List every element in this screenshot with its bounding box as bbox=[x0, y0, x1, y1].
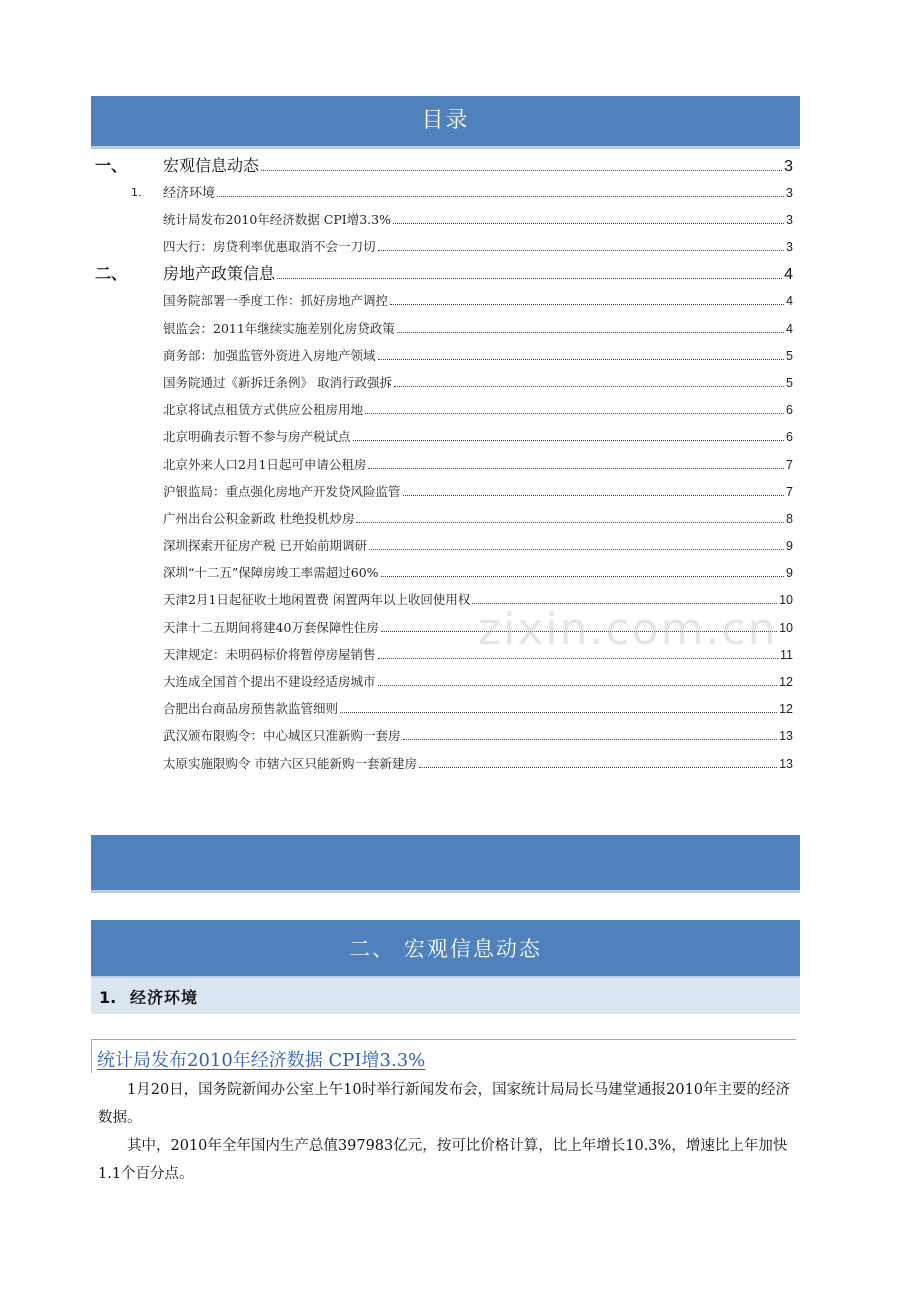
toc-entry[interactable] bbox=[91, 233, 793, 260]
toc-entry-label: 天津规定：未明码标价将暂停房屋销售 bbox=[163, 646, 376, 662]
toc-entry-page: 5 bbox=[786, 375, 793, 390]
toc-entry[interactable] bbox=[91, 750, 793, 777]
toc-entry-label: 天津2月1日起征收土地闲置费 闲置两年以上收回使用权 bbox=[163, 592, 471, 608]
toc-entry-page: 9 bbox=[786, 566, 793, 581]
toc-entry-label: 国务院通过《新拆迁条例》 取消行政强拆 bbox=[163, 374, 392, 390]
subsection-heading bbox=[91, 978, 800, 1014]
toc-entry-page: 7 bbox=[786, 484, 793, 499]
toc-entry[interactable] bbox=[91, 315, 793, 342]
article-body bbox=[98, 1076, 798, 1188]
toc-entry[interactable] bbox=[91, 532, 793, 559]
article-title-link[interactable]: 统计局发布2010年经济数据 CPI增3.3% bbox=[97, 1050, 426, 1071]
toc-entry-label: 统计局发布2010年经济数据 CPI增3.3% bbox=[163, 212, 391, 227]
toc-dot-leader bbox=[394, 386, 784, 387]
toc-entry-page: 12 bbox=[779, 675, 793, 689]
table-of-contents bbox=[91, 152, 793, 777]
toc-entry-page: 3 bbox=[784, 158, 793, 175]
toc-entry[interactable] bbox=[91, 152, 793, 179]
toc-entry-label: 北京明确表示暂不参与房产税试点 bbox=[163, 429, 351, 445]
toc-entry-label: 合肥出台商品房预售款监管细则 bbox=[163, 701, 339, 717]
toc-entry-page: 8 bbox=[786, 511, 793, 526]
toc-dot-leader bbox=[356, 522, 784, 523]
toc-entry[interactable] bbox=[91, 206, 793, 233]
toc-entry[interactable] bbox=[91, 342, 793, 369]
toc-entry-label: 武汉颁布限购令：中心城区只准新购一套房 bbox=[163, 728, 401, 744]
toc-entry-page: 5 bbox=[786, 348, 793, 363]
article-title-box bbox=[91, 1039, 796, 1073]
toc-entry[interactable] bbox=[91, 478, 793, 505]
article-paragraph: 1月20日，国务院新闻办公室上午10时举行新闻发布会，国家统计局局长马建堂通报2010年主要的经济数据。 bbox=[98, 1082, 791, 1126]
toc-dot-leader bbox=[217, 196, 784, 197]
toc-dot-leader bbox=[378, 250, 785, 251]
toc-dot-leader bbox=[390, 304, 784, 305]
toc-entry[interactable] bbox=[91, 614, 793, 641]
toc-dot-leader bbox=[381, 631, 777, 632]
toc-entry-label: 银监会：2011年继续实施差别化房贷政策 bbox=[163, 320, 395, 336]
toc-entry-page: 4 bbox=[786, 294, 793, 309]
toc-entry-page: 6 bbox=[786, 430, 793, 445]
subsection-number: 1. bbox=[99, 988, 117, 1007]
toc-dot-leader bbox=[369, 549, 784, 550]
toc-dot-leader bbox=[353, 440, 785, 441]
toc-entry-label: 北京外来人口2月1日起可申请公租房 bbox=[163, 456, 367, 472]
toc-dot-leader bbox=[277, 278, 782, 279]
toc-entry[interactable] bbox=[91, 641, 793, 668]
toc-entry-page: 3 bbox=[785, 185, 793, 200]
toc-entry-page: 7 bbox=[786, 457, 793, 472]
toc-entry-page: 6 bbox=[786, 403, 793, 418]
toc-entry-label: 深圳“十二五”保障房竣工率需超过60% bbox=[163, 565, 379, 581]
toc-entry-page: 3 bbox=[786, 240, 793, 255]
toc-dot-leader bbox=[393, 223, 784, 224]
toc-entry-label: 太原实施限购令 市辖六区只能新购一套新建房 bbox=[163, 755, 417, 771]
toc-entry[interactable] bbox=[91, 559, 793, 586]
toc-entry-page: 9 bbox=[786, 539, 793, 554]
blank-banner bbox=[91, 835, 800, 893]
toc-entry-label: 宏观信息动态 bbox=[163, 156, 260, 175]
toc-dot-leader bbox=[368, 468, 784, 469]
toc-entry[interactable] bbox=[91, 396, 793, 423]
toc-dot-leader bbox=[365, 413, 784, 414]
toc-entry-label: 北京将试点租赁方式供应公租房用地 bbox=[163, 402, 364, 418]
toc-entry[interactable] bbox=[91, 695, 793, 722]
subsection-label: 经济环境 bbox=[130, 988, 199, 1007]
toc-entry-label: 国务院部署一季度工作：抓好房地产调控 bbox=[163, 293, 389, 309]
toc-entry-label: 经济环境 bbox=[163, 186, 216, 201]
toc-dot-leader bbox=[378, 658, 779, 659]
toc-entry-page: 10 bbox=[779, 593, 793, 608]
toc-entry-label: 天津十二五期间将建40万套保障性住房 bbox=[163, 619, 379, 635]
toc-entry-number: 一、 bbox=[95, 156, 128, 175]
toc-entry-label: 商务部：加强监管外资进入房地产领域 bbox=[163, 347, 376, 363]
toc-title-band bbox=[91, 96, 800, 149]
toc-entry[interactable] bbox=[91, 423, 793, 450]
toc-entry-label: 大连成全国首个提出不建设经适房城市 bbox=[163, 674, 376, 689]
toc-entry-page: 13 bbox=[779, 756, 793, 771]
toc-dot-leader bbox=[403, 739, 778, 740]
toc-entry-number: 二、 bbox=[95, 264, 128, 284]
toc-entry-page: 11 bbox=[780, 647, 793, 662]
watermark: zixin.com.cn bbox=[478, 604, 778, 655]
toc-entry-label: 四大行：房贷利率优惠取消不会一刀切 bbox=[163, 239, 376, 255]
toc-entry-label: 沪银监局：重点强化房地产开发贷风险监管 bbox=[163, 483, 401, 499]
toc-dot-leader bbox=[261, 170, 782, 171]
toc-entry[interactable] bbox=[91, 260, 793, 287]
toc-entry-page: 4 bbox=[784, 266, 793, 284]
article-paragraph: 其中，2010年全年国内生产总值397983亿元，按可比价格计算，比上年增长10.3%，增速比上年加快1.1个百分点。 bbox=[98, 1138, 788, 1182]
toc-entry[interactable] bbox=[91, 722, 793, 749]
toc-title: 目录 bbox=[421, 108, 470, 133]
toc-entry-page: 3 bbox=[786, 213, 793, 227]
toc-dot-leader bbox=[340, 712, 777, 713]
toc-entry-number: 1. bbox=[131, 186, 142, 199]
toc-entry[interactable] bbox=[91, 451, 793, 478]
toc-dot-leader bbox=[403, 495, 785, 496]
toc-entry[interactable] bbox=[91, 369, 793, 396]
toc-dot-leader bbox=[378, 685, 778, 686]
section-heading-band bbox=[91, 920, 800, 979]
toc-entry[interactable] bbox=[91, 668, 793, 695]
toc-entry-page: 12 bbox=[779, 702, 793, 717]
toc-entry-page: 4 bbox=[786, 321, 793, 336]
toc-entry-label: 深圳探索开征房产税 已开始前期调研 bbox=[163, 538, 367, 554]
toc-entry-page: 10 bbox=[779, 620, 793, 635]
toc-entry[interactable] bbox=[91, 586, 793, 613]
toc-dot-leader bbox=[419, 767, 777, 768]
toc-dot-leader bbox=[381, 576, 784, 577]
toc-dot-leader bbox=[378, 359, 785, 360]
toc-entry-label: 广州出台公积金新政 杜绝投机炒房 bbox=[163, 510, 355, 526]
section-heading: 二、 宏观信息动态 bbox=[349, 937, 542, 961]
toc-entry-page: 13 bbox=[779, 729, 793, 744]
toc-entry[interactable] bbox=[91, 287, 793, 314]
toc-entry[interactable] bbox=[91, 179, 793, 206]
toc-entry-label: 房地产政策信息 bbox=[163, 264, 276, 284]
toc-dot-leader bbox=[472, 603, 777, 604]
toc-dot-leader bbox=[397, 332, 784, 333]
toc-entry[interactable] bbox=[91, 505, 793, 532]
